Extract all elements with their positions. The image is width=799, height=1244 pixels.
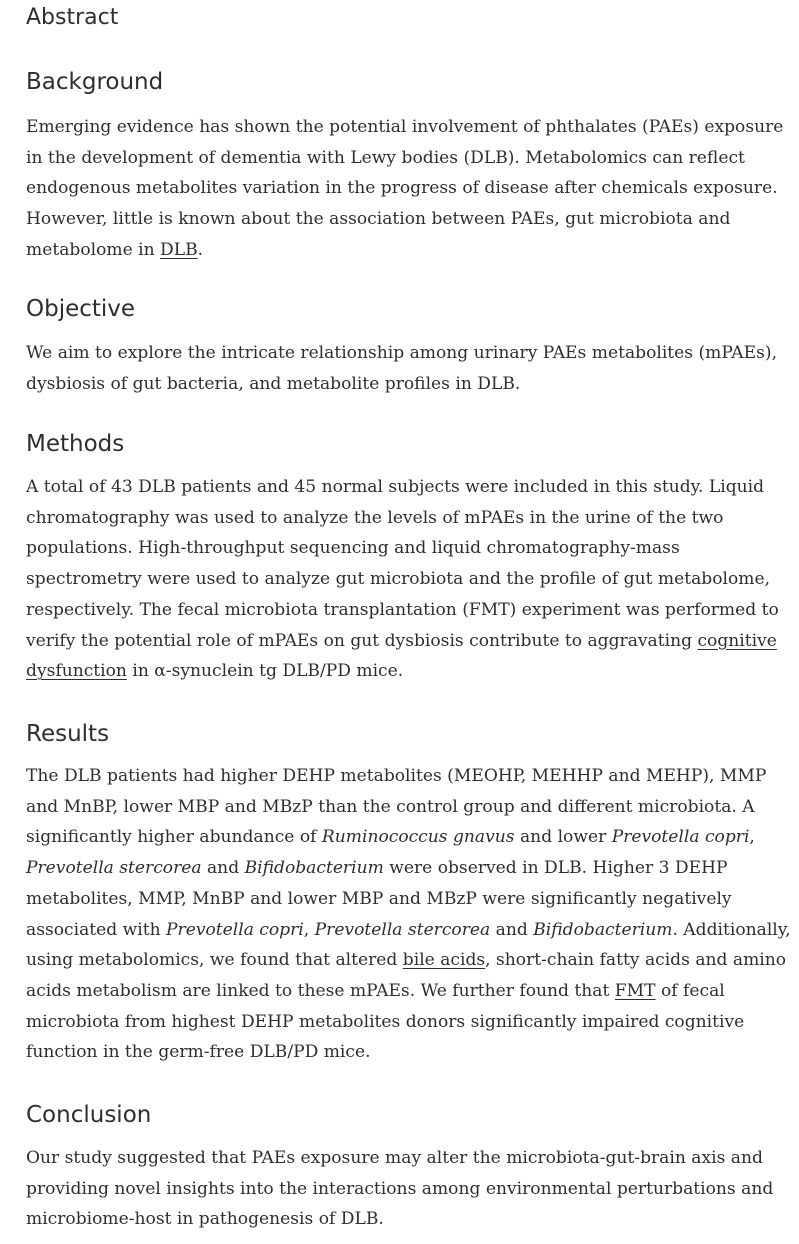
results-text-1: The DLB patients had higher DEHP metabolites (MEOHP, MEHHP and MEHP), MMP and MnBP, lower MBP and MBzP than the control group and different microbiota. A significantly higher abundance of: [26, 766, 767, 848]
background-heading: Background: [26, 69, 164, 95]
results-text-10: of fecal microbiota from highest DEHP metabolites donors significantly impaired cognitive function in the germ-free DLB/PD mice.: [26, 980, 745, 1063]
results-paragraph: [26, 761, 791, 1068]
species-prevotella-stercorea-2: Prevotella stercorea: [314, 919, 491, 940]
results-text-7: and: [490, 919, 534, 940]
results-text-8: . Additionally, using metabolomics, we found that altered: [26, 919, 791, 971]
objective-heading: Objective: [26, 296, 136, 322]
species-prevotella-stercorea: Prevotella stercorea: [26, 858, 202, 879]
background-text-1: Emerging evidence has shown the potential involvement of phthalates (PAEs) exposure in the development of dementia with Lewy bodies (DLB). Metabolomics can reflect endogenous metabolites variation in the progress of disease after chemicals exposure. However, little is known about the association between PAEs, gut microbiota and metabolome in: [26, 117, 784, 260]
results-text-6: ,: [303, 919, 315, 940]
cognitive-dysfunction-link[interactable]: cognitive dysfunction: [26, 630, 777, 682]
genus-bifidobacterium-2: Bifidobacterium: [533, 919, 673, 940]
conclusion-paragraph: Our study suggested that PAEs exposure may alter the microbiota-gut-brain axis and providing novel insights into the interactions among environmental perturbations and microbiome-host in pathogenesis of DLB.: [26, 1148, 774, 1230]
background-paragraph: [26, 112, 791, 266]
results-text-3: ,: [749, 827, 755, 848]
methods-text-1: A total of 43 DLB patients and 45 normal subjects were included in this study. Liquid chromatography was used to analyze the levels of mPAEs in the urine of the two populations. High-throughput sequencing and liquid chromatography-mass spectrometry were used to analyze gut microbiota and the profile of gut metabolome, respectively. The fecal microbiota transplantation (FMT) experiment was performed to verify the potential role of mPAEs on gut dysbiosis contribute to aggravating: [26, 477, 779, 651]
results-heading: Results: [26, 721, 110, 747]
results-text-2: and lower: [514, 827, 612, 848]
objective-paragraph: We aim to explore the intricate relationship among urinary PAEs metabolites (mPAEs), dysbiosis of gut bacteria, and metabolite profiles in DLB.: [26, 343, 777, 394]
conclusion-heading: Conclusion: [26, 1102, 152, 1128]
fmt-link[interactable]: FMT: [614, 980, 656, 1001]
bile-acids-link[interactable]: bile acids: [402, 950, 486, 971]
species-ruminococcus-gnavus: Ruminococcus gnavus: [321, 827, 515, 848]
abstract-title: Abstract: [26, 5, 119, 30]
results-text-4: and: [201, 858, 245, 879]
species-prevotella-copri-2: Prevotella copri: [166, 919, 304, 940]
genus-bifidobacterium: Bifidobacterium: [244, 858, 384, 879]
methods-text-2: in α-synuclein tg DLB/PD mice.: [126, 661, 404, 682]
abstract-section: [26, 0, 791, 1230]
dlb-link[interactable]: DLB: [160, 239, 198, 260]
background-text-2: .: [197, 239, 204, 260]
results-text-5: were observed in DLB. Higher 3 DEHP metabolites, MMP, MnBP and lower MBP and MBzP were significantly negatively associated with: [26, 858, 732, 940]
species-prevotella-copri: Prevotella copri: [611, 827, 750, 848]
methods-heading: Methods: [26, 431, 125, 457]
methods-paragraph: [26, 472, 791, 687]
results-text-9: , short-chain fatty acids and amino acids metabolism are linked to these mPAEs. We further found that: [26, 950, 787, 1001]
